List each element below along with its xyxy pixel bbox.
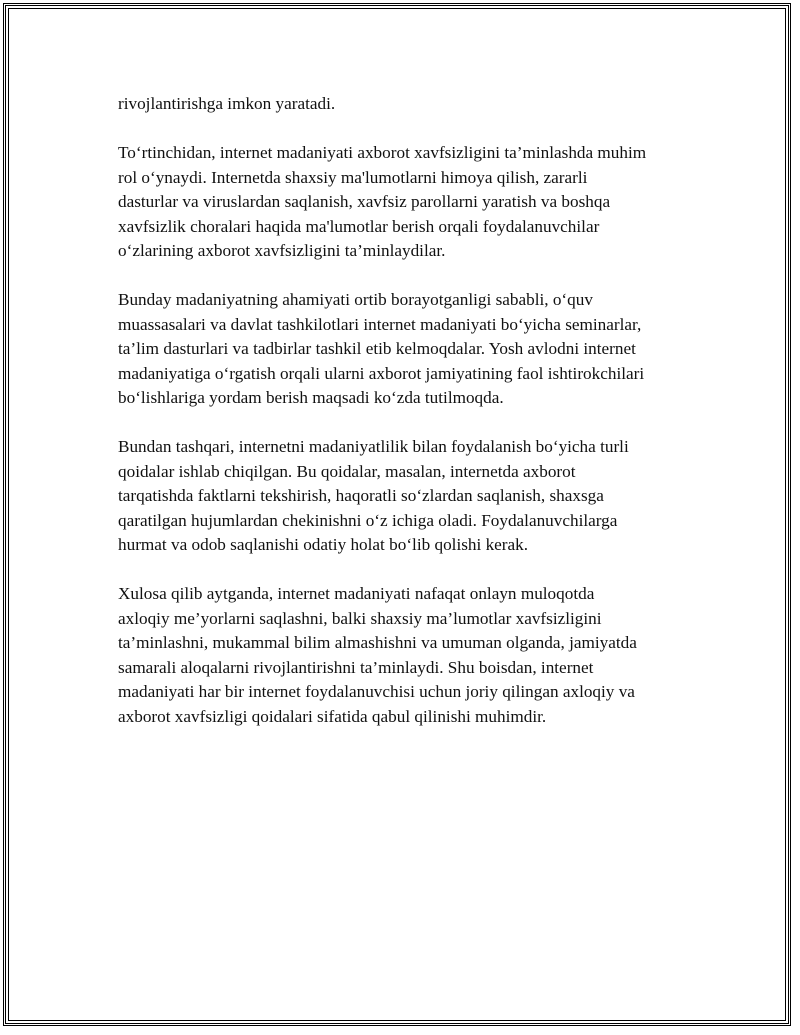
text-line: madaniyati har bir internet foydalanuvchisi uchun joriy qilingan axloqiy va (118, 682, 635, 701)
text-line: To‘rtinchidan, internet madaniyati axborot xavfsizligini ta’minlashda muhim (118, 143, 647, 162)
paragraph-2 (118, 141, 698, 264)
text-line: xavfsizlik choralari haqida ma'lumotlar berish orqali foydalanuvchilar (118, 216, 600, 236)
text-line: rol o‘ynaydi. Internetda shaxsiy ma'lumotlarni himoya qilish, zararli (118, 167, 588, 187)
paragraph-5 (118, 582, 698, 729)
text-line: hurmat va odob saqlanishi odatiy holat bo‘lib qolishi kerak. (118, 535, 529, 554)
text-line: ta’minlashni, mukammal bilim almashishni va umuman olganda, jamiyatda (118, 633, 637, 652)
paragraph-4 (118, 435, 698, 558)
text-line: o‘zlarining axborot xavfsizligini ta’minlaydilar. (118, 241, 446, 260)
paragraph-1 (118, 92, 698, 117)
document-body (118, 92, 698, 754)
text-line: madaniyatiga o‘rgatish orqali ularni axborot jamiyatining faol ishtirokchilari (118, 363, 645, 383)
text-line: Xulosa qilib aytganda, internet madaniyati nafaqat onlayn muloqotda (118, 584, 595, 603)
text-line: Bunday madaniyatning ahamiyati ortib borayotganligi sababli, o‘quv (118, 290, 593, 309)
text-line: dasturlar va viruslardan saqlanish, xavfsiz parollarni yaratish va boshqa (118, 192, 611, 211)
paragraph-3 (118, 288, 698, 411)
text-line: qaratilgan hujumlardan chekinishni o‘z ichiga oladi. Foydalanuvchilarga (118, 510, 618, 530)
text-line: muassasalari va davlat tashkilotlari internet madaniyati bo‘yicha seminarlar, (118, 314, 642, 334)
text-line: qoidalar ishlab chiqilgan. Bu qoidalar, masalan, internetda axborot (118, 461, 576, 481)
text-line: rivojlantirishga imkon yaratadi. (118, 94, 336, 113)
text-line: samarali aloqalarni rivojlantirishni ta’minlaydi. Shu boisdan, internet (118, 657, 594, 677)
text-line: ta’lim dasturlari va tadbirlar tashkil etib kelmoqdalar. Yosh avlodni internet (118, 339, 636, 358)
text-line: bo‘lishlariga yordam berish maqsadi ko‘zda tutilmoqda. (118, 388, 504, 407)
text-line: axborot xavfsizligi qoidalari sifatida qabul qilinishi muhimdir. (118, 706, 547, 726)
text-line: tarqatishda faktlarni tekshirish, haqoratli so‘zlardan saqlanish, shaxsga (118, 486, 604, 505)
text-line: axloqiy me’yorlarni saqlashni, balki shaxsiy ma’lumotlar xavfsizligini (118, 608, 602, 628)
text-line: Bundan tashqari, internetni madaniyatlilik bilan foydalanish bo‘yicha turli (118, 437, 629, 456)
